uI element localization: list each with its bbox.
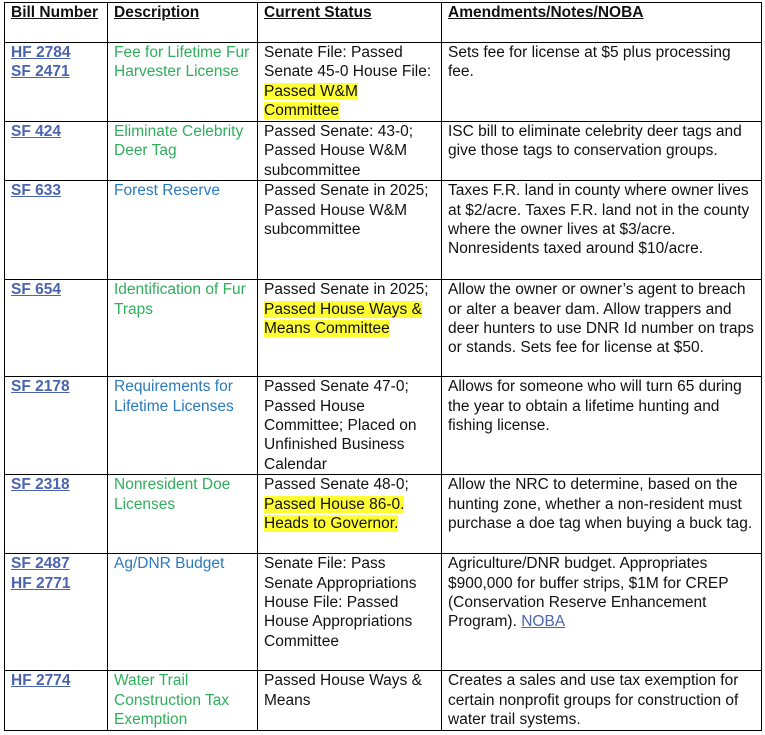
status-cell [258,475,442,554]
status-cell: Passed House Ways & Means [258,671,442,731]
noba-link[interactable]: NOBA [521,613,566,631]
bill-cell [5,671,108,731]
bill-link[interactable]: SF 2471 [11,63,70,81]
status-highlight: Passed House Ways & Means Committee [264,300,422,338]
description-cell: Nonresident Doe Licenses [108,475,258,554]
status-text: Senate File: Passed Senate 45-0 House File: [264,44,432,81]
table-row [5,475,762,554]
description-cell: Ag/DNR Budget [108,554,258,671]
bill-link[interactable]: HF 2774 [11,672,71,690]
bills-table [4,2,762,731]
bill-link[interactable]: SF 424 [11,123,61,140]
table-row [5,377,762,475]
table-row [5,43,762,122]
notes-cell: Creates a sales and use tax exemption for certain nonprofit groups for construction of water trail systems. [442,671,762,731]
description-cell: Forest Reserve [108,181,258,280]
bill-link[interactable]: SF 633 [11,182,61,200]
header-bill-number: Bill Number [5,3,108,43]
notes-cell: Allow the NRC to determine, based on the hunting zone, whether a non-resident must purchase a doe tag when buying a buck tag. [442,475,762,554]
bill-link[interactable]: SF 2487 [11,555,70,573]
bill-link[interactable]: SF 2178 [11,378,70,396]
notes-cell [442,554,762,671]
header-description: Description [108,3,258,43]
status-highlight: Passed W&M Committee [264,82,358,120]
bill-cell [5,377,108,475]
notes-cell: ISC bill to eliminate celebrity deer tags and give those tags to conservation groups. [442,122,762,181]
bill-link[interactable]: HF 2771 [11,574,71,592]
description-cell: Eliminate Celebrity Deer Tag [108,122,258,181]
status-cell: Passed Senate: 43-0; Passed House W&M subcommittee [258,122,442,181]
notes-cell: Allow the owner or owner’s agent to breach or alter a beaver dam. Allow trappers and deer hunters to use DNR Id number on traps or stands. Sets fee for license at $50. [442,280,762,377]
bill-link[interactable]: SF 654 [11,281,61,299]
description-cell: Fee for Lifetime Fur Harvester License [108,43,258,122]
table-row [5,280,762,377]
description-cell: Identification of Fur Traps [108,280,258,377]
bill-cell [5,43,108,122]
table-row [5,181,762,280]
status-text: Passed Senate in 2025; [264,281,429,299]
bill-cell [5,475,108,554]
bill-cell [5,122,108,181]
table-row [5,671,762,731]
table-row [5,122,762,181]
notes-cell: Taxes F.R. land in county where owner lives at $2/acre. Taxes F.R. land not in the county where the owner lives at $3/acre. Nonresidents taxed around $10/acre. [442,181,762,280]
bill-cell [5,280,108,377]
notes-text: Agriculture/DNR budget. Appropriates $900,000 for buffer strips, $1M for CREP (Conservation Reserve Enhancement Program). [448,555,729,631]
description-cell: Water Trail Construction Tax Exemption [108,671,258,731]
table-row [5,554,762,671]
status-cell: Senate File: Pass Senate Appropriations House File: Passed House Appropriations Committee [258,554,442,671]
header-row [5,3,762,43]
description-cell: Requirements for Lifetime Licenses [108,377,258,475]
notes-cell: Allows for someone who will turn 65 during the year to obtain a lifetime hunting and fishing license. [442,377,762,475]
status-highlight: Passed House 86-0. Heads to Governor. [264,495,405,533]
bill-link[interactable]: HF 2784 [11,44,71,61]
header-current-status: Current Status [258,3,442,43]
status-cell: Passed Senate 47-0; Passed House Committee; Placed on Unfinished Business Calendar [258,377,442,475]
bill-link[interactable]: SF 2318 [11,476,70,494]
bill-cell [5,181,108,280]
status-cell [258,280,442,377]
status-text: Passed Senate 48-0; [264,476,409,494]
notes-cell: Sets fee for license at $5 plus processing fee. [442,43,762,122]
bill-cell [5,554,108,671]
header-notes: Amendments/Notes/NOBA [442,3,762,43]
status-cell: Passed Senate in 2025; Passed House W&M subcommittee [258,181,442,280]
status-cell [258,43,442,122]
